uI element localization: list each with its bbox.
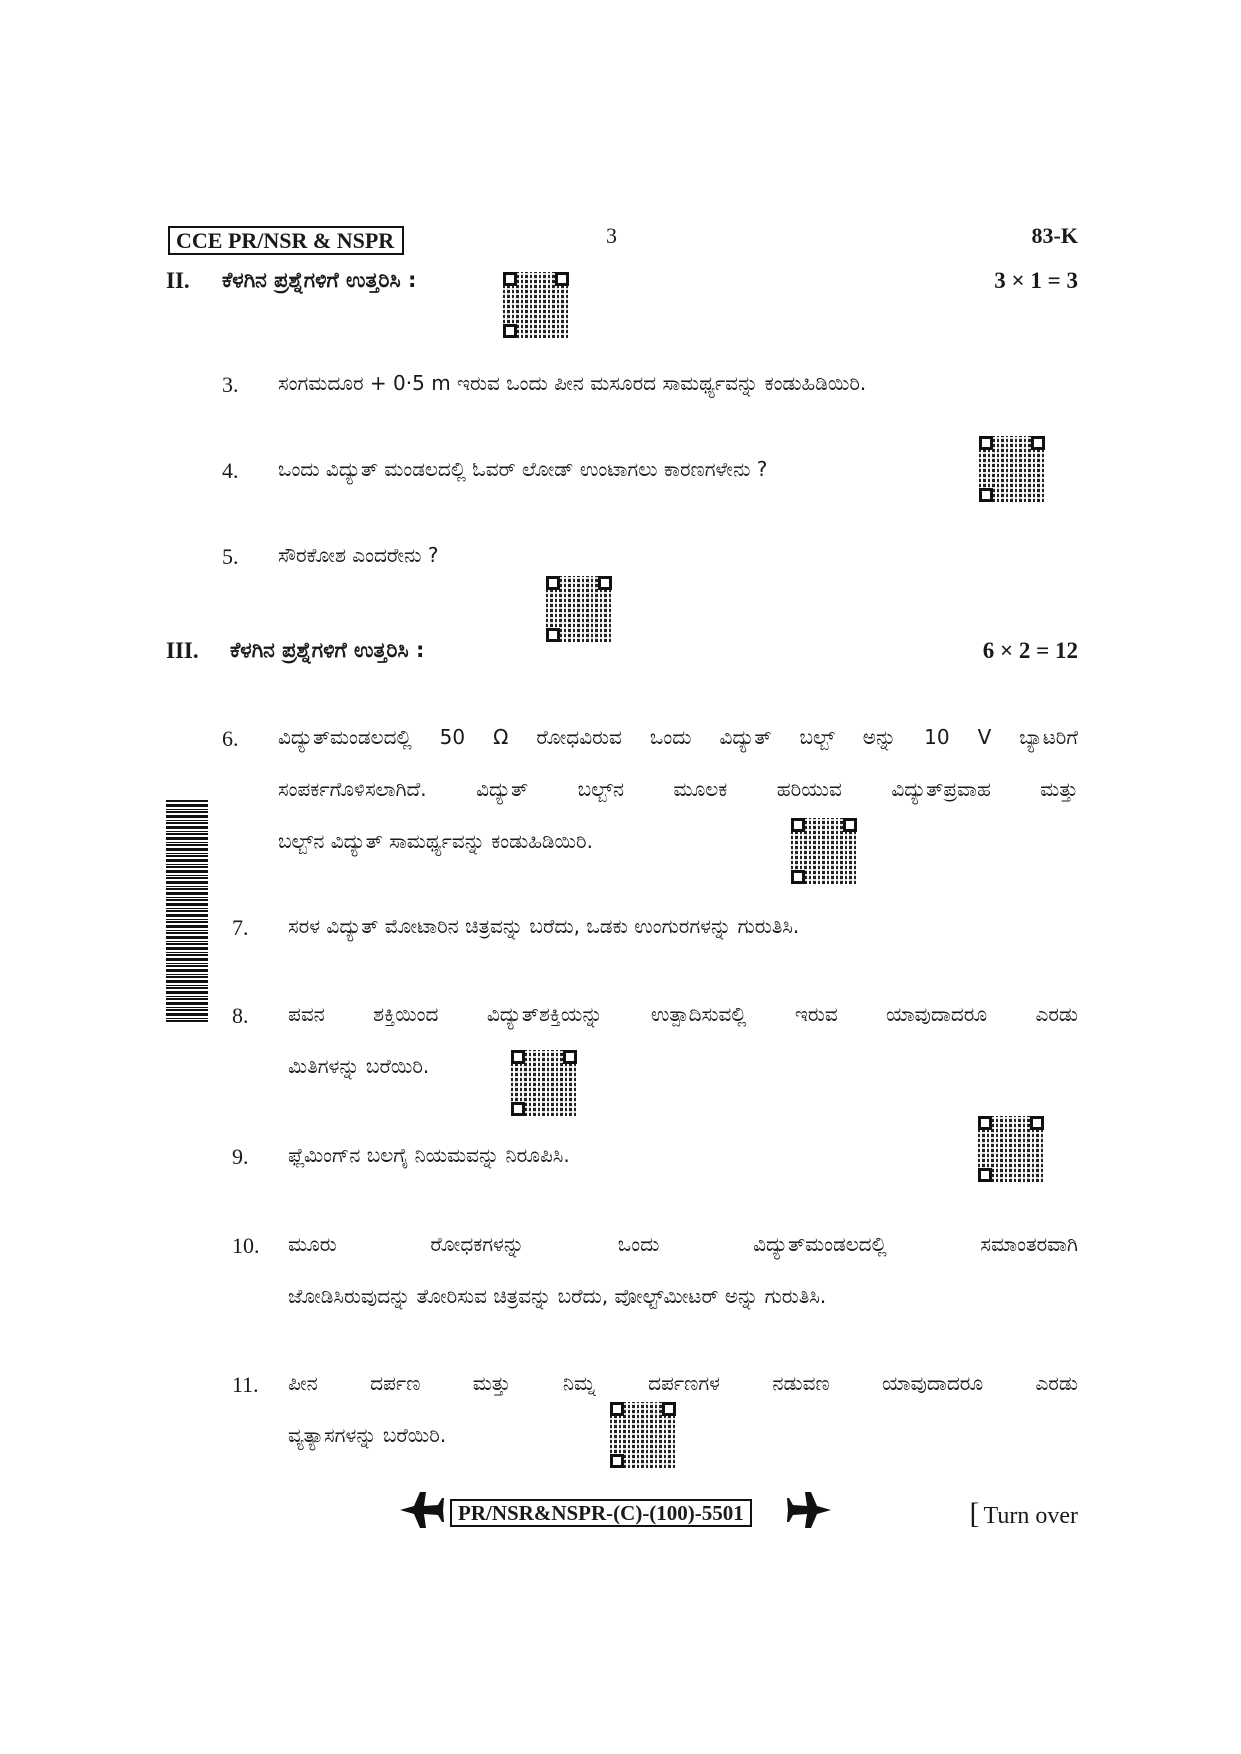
turn-over-bracket: [ xyxy=(969,1497,980,1530)
question-number: 3. xyxy=(222,372,239,397)
question-line: ವ್ಯತ್ಯಾಸಗಳನ್ನು ಬರೆಯಿರಿ. xyxy=(288,1423,447,1447)
header-code-box: CCE PR/NSR & NSPR xyxy=(168,226,404,255)
qr-code-icon xyxy=(546,576,612,642)
question-number: 11. xyxy=(232,1372,259,1397)
qr-code-icon xyxy=(511,1050,577,1116)
section-title: ಕೆಳಗಿನ ಪ್ರಶ್ನೆಗಳಿಗೆ ಉತ್ತರಿಸಿ : xyxy=(230,638,425,662)
question-number: 6. xyxy=(222,726,239,751)
barcode-icon xyxy=(166,800,208,1022)
question-text xyxy=(288,1218,1078,1322)
question-text xyxy=(278,357,1078,409)
question-line: ಸಂಗಮದೂರ + 0·5 m ಇರುವ ಒಂದು ಪೀನ ಮಸೂರದ ಸಾಮರ್ಥ್ಯವನ್ನು ಕಂಡುಹಿಡಿಯಿರಿ. xyxy=(278,371,867,395)
question-line: ಸಂಪರ್ಕಗೊಳಿಸಲಾಗಿದೆ. ವಿದ್ಯುತ್ ಬಲ್ಬ್‌ನ ಮೂಲಕ ಹರಿಯುವ ವಿದ್ಯುತ್‌ಪ್ರವಾಹ ಮತ್ತು xyxy=(278,777,1078,801)
question-line: ಸೌರಕೋಶ ಎಂದರೇನು ? xyxy=(278,543,439,567)
section-number: II. xyxy=(166,268,190,293)
question-line: ಫ್ಲೆಮಿಂಗ್‌ನ ಬಲಗೈ ನಿಯಮವನ್ನು ನಿರೂಪಿಸಿ. xyxy=(288,1143,570,1167)
question-line: ಒಂದು ವಿದ್ಯುತ್ ಮಂಡಲದಲ್ಲಿ ಓವರ್ ಲೋಡ್ ಉಂಟಾಗಲು ಕಾರಣಗಳೇನು ? xyxy=(278,457,768,481)
question-line: ವಿದ್ಯುತ್‌ಮಂಡಲದಲ್ಲಿ 50 Ω ರೋಧವಿರುವ ಒಂದು ವಿದ್ಯುತ್ ಬಲ್ಬ್ ಅನ್ನು 10 V ಬ್ಯಾಟರಿಗೆ xyxy=(278,725,1078,749)
qr-code-icon xyxy=(979,436,1045,502)
question-line: ಮೂರು ರೋಧಕಗಳನ್ನು ಒಂದು ವಿದ್ಯುತ್‌ಮಂಡಲದಲ್ಲಿ ಸಮಾಂತರವಾಗಿ xyxy=(288,1232,1078,1256)
airplane-right-icon xyxy=(787,1490,833,1530)
question-text xyxy=(278,529,678,581)
question-text xyxy=(288,988,1078,1092)
footer-code: PR/NSR&NSPR-(C)-(100)-5501 xyxy=(450,1499,752,1527)
question-number: 4. xyxy=(222,458,239,483)
page-number: 3 xyxy=(606,223,617,248)
question-text xyxy=(288,900,1078,952)
question-line: ಮಿತಿಗಳನ್ನು ಬರೆಯಿರಿ. xyxy=(288,1054,430,1078)
airplane-left-icon xyxy=(398,1490,444,1530)
qr-code-icon xyxy=(791,818,857,884)
question-number: 10. xyxy=(232,1233,260,1258)
qr-code-icon xyxy=(610,1402,676,1468)
question-number: 8. xyxy=(232,1003,249,1028)
question-number: 5. xyxy=(222,544,239,569)
qr-code-icon xyxy=(978,1116,1044,1182)
paper-code: 83-K xyxy=(1031,223,1078,248)
question-line: ಪವನ ಶಕ್ತಿಯಿಂದ ವಿದ್ಯುತ್‌ಶಕ್ತಿಯನ್ನು ಉತ್ಪಾದಿಸುವಲ್ಲಿ ಇರುವ ಯಾವುದಾದರೂ ಎರಡು xyxy=(288,1002,1078,1026)
section-title: ಕೆಳಗಿನ ಪ್ರಶ್ನೆಗಳಿಗೆ ಉತ್ತರಿಸಿ : xyxy=(222,268,417,292)
turn-over-text: Turn over xyxy=(983,1503,1078,1529)
question-number: 7. xyxy=(232,915,249,940)
question-line: ಬಲ್ಬ್‌ನ ವಿದ್ಯುತ್ ಸಾಮರ್ಥ್ಯವನ್ನು ಕಂಡುಹಿಡಿಯಿರಿ. xyxy=(278,829,593,853)
section-number: III. xyxy=(166,638,199,663)
question-line: ಪೀನ ದರ್ಪಣ ಮತ್ತು ನಿಮ್ನ ದರ್ಪಣಗಳ ನಡುವಣ ಯಾವುದಾದರೂ ಎರಡು xyxy=(288,1371,1078,1395)
question-line: ಜೋಡಿಸಿರುವುದನ್ನು ತೋರಿಸುವ ಚಿತ್ರವನ್ನು ಬರೆದು, ವೋಲ್ಟ್‌ಮೀಟರ್ ಅನ್ನು ಗುರುತಿಸಿ. xyxy=(288,1284,827,1308)
question-number: 9. xyxy=(232,1144,249,1169)
question-text xyxy=(278,711,1078,867)
question-line: ಸರಳ ವಿದ್ಯುತ್ ಮೋಟಾರಿನ ಚಿತ್ರವನ್ನು ಬರೆದು, ಒಡಕು ಉಂಗುರಗಳನ್ನು ಗುರುತಿಸಿ. xyxy=(288,914,800,938)
turn-over-label xyxy=(970,1497,1078,1531)
question-text xyxy=(288,1357,1078,1461)
question-text xyxy=(288,1129,888,1181)
section-marks: 6 × 2 = 12 xyxy=(982,638,1078,663)
section-marks: 3 × 1 = 3 xyxy=(994,268,1078,293)
question-text xyxy=(278,443,978,495)
qr-code-icon xyxy=(503,272,569,338)
